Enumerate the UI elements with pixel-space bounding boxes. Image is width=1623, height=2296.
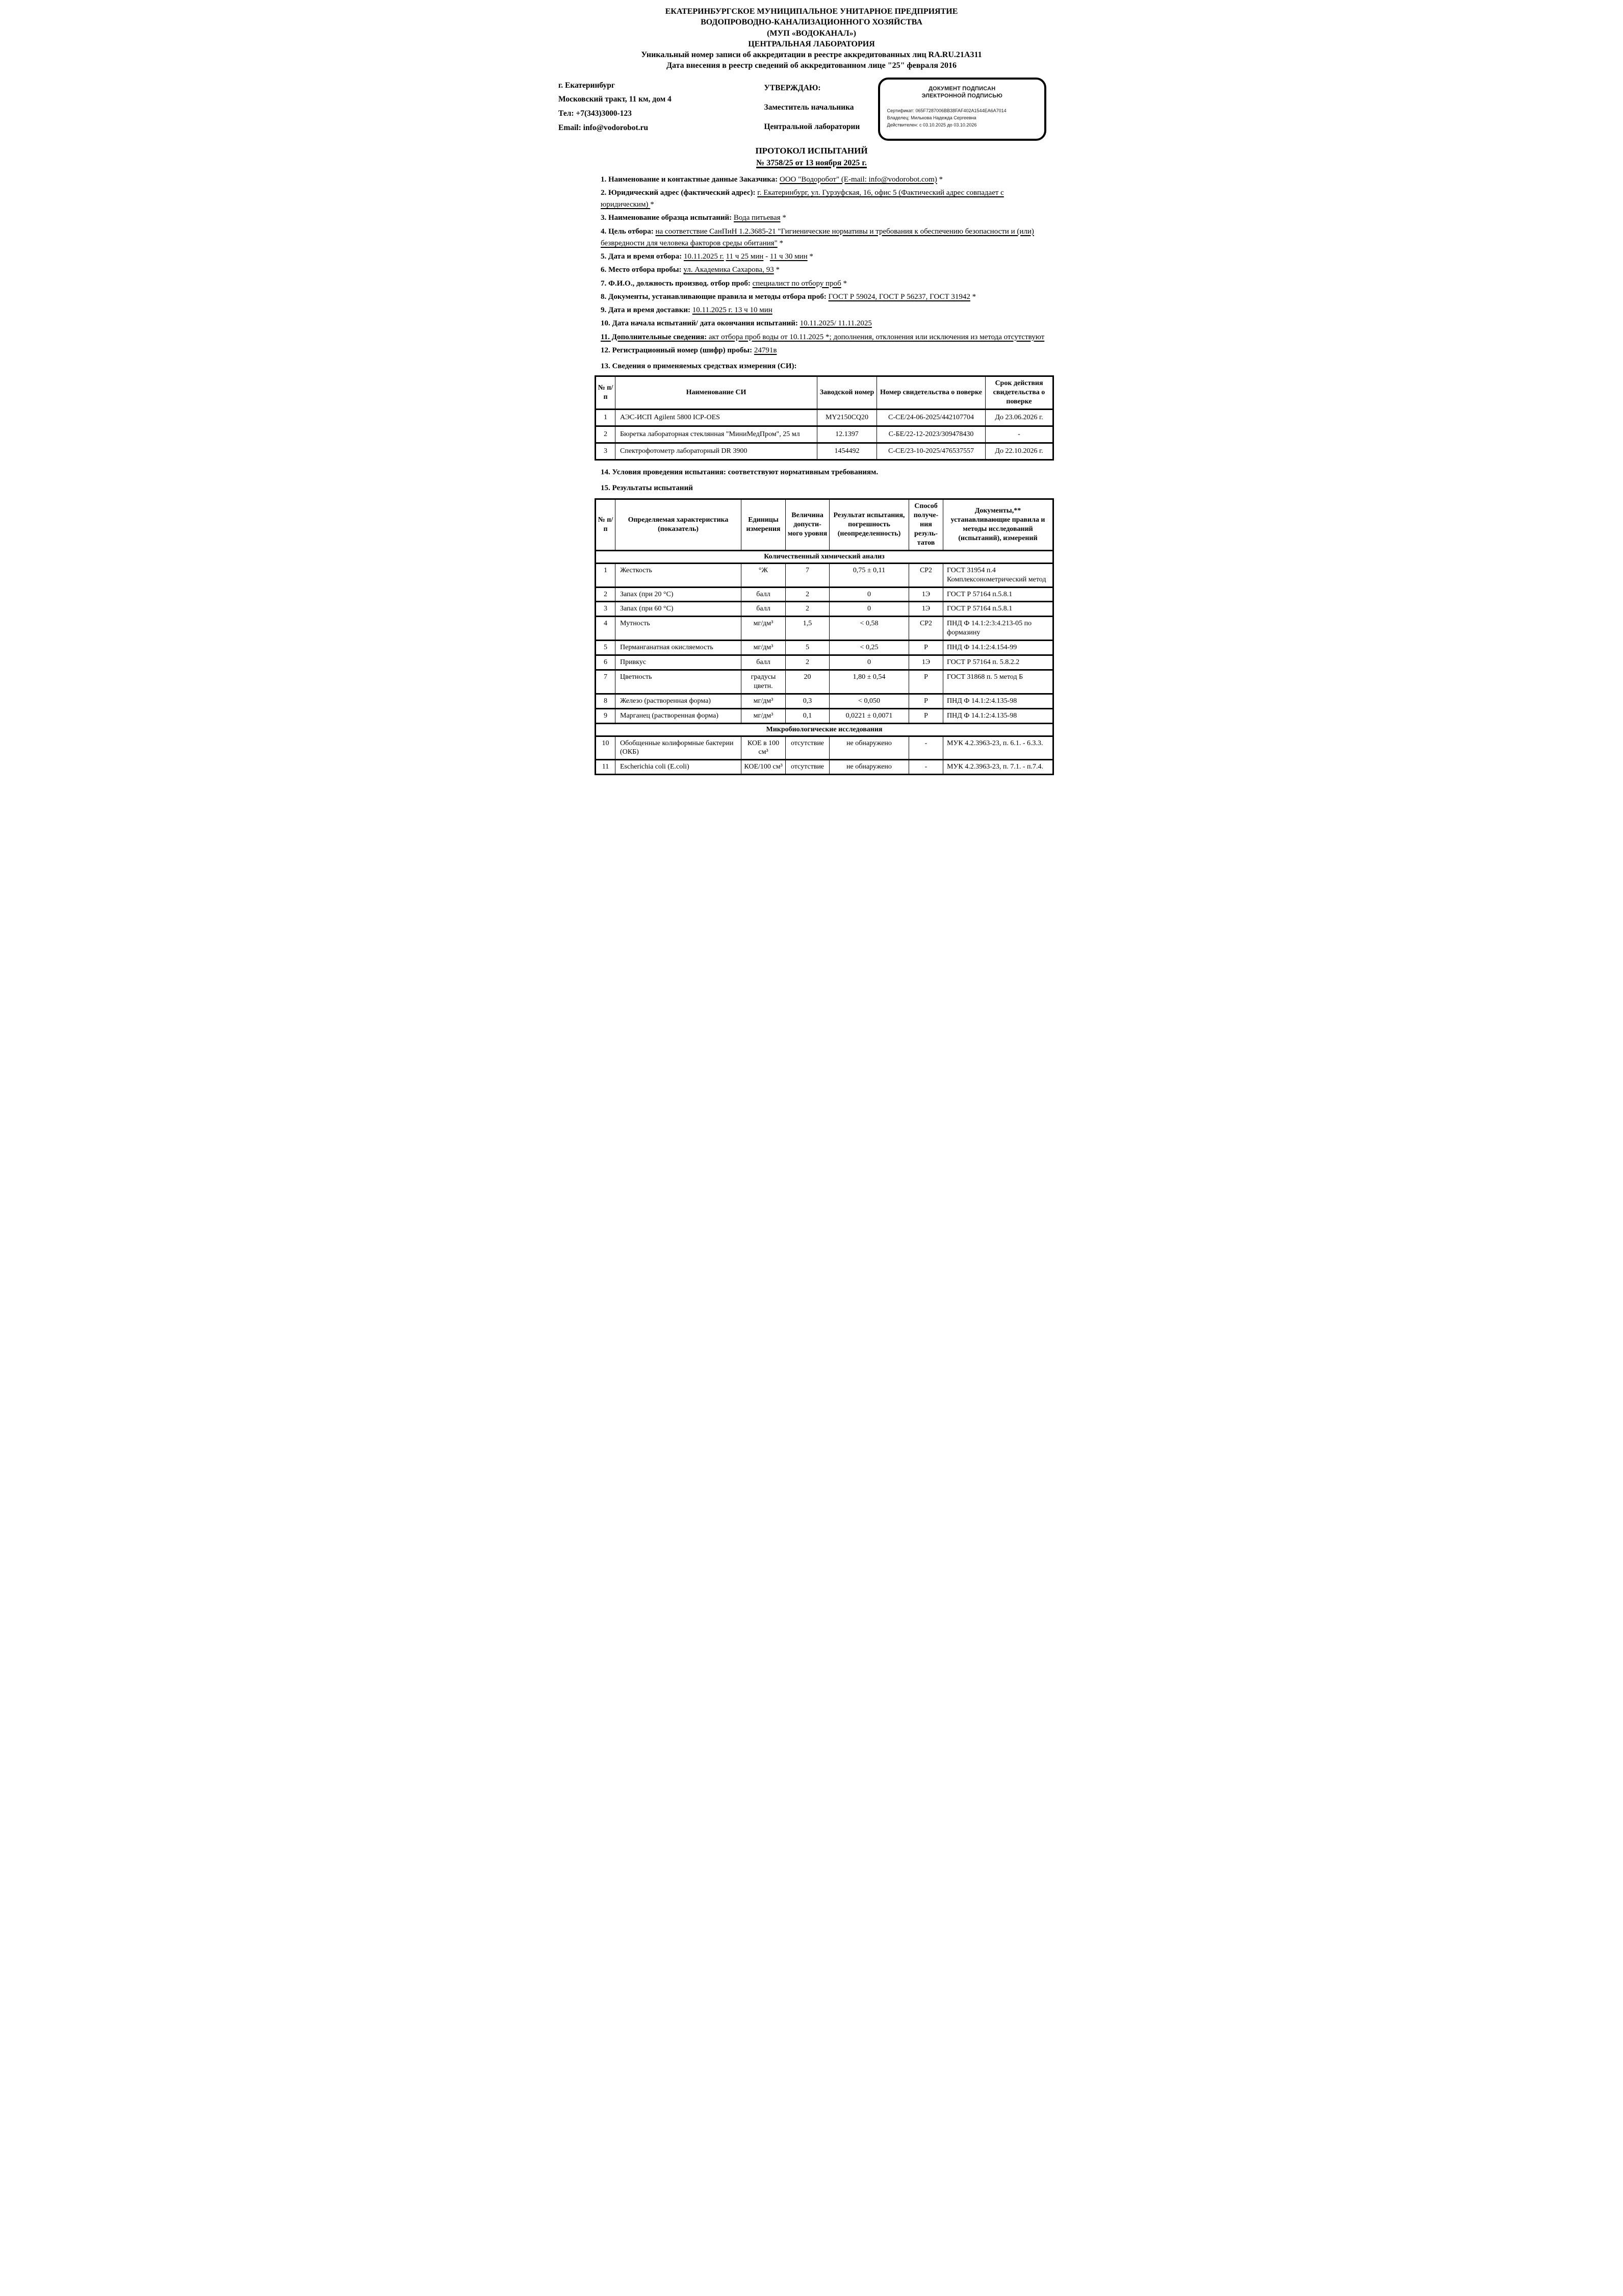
table-cell: 3 (596, 443, 615, 460)
org-name-line3: (МУП «ВОДОКАНАЛ») (767, 29, 856, 38)
column-header: Определяемая характеристика (показатель) (615, 499, 741, 551)
item-text: * (970, 292, 976, 301)
column-header: Заводской номер (817, 376, 877, 410)
contact-phone: Тел: +7(343)3000-123 (558, 109, 632, 118)
table-row (596, 443, 1053, 460)
table-cell: 8 (596, 694, 615, 708)
table-cell: Спектрофотометр лабораторный DR 3900 (615, 443, 817, 460)
table-cell: С-СЕ/23-10-2025/476537557 (877, 443, 986, 460)
approve-row (541, 79, 1082, 141)
numbered-item (601, 278, 1052, 290)
item-label: 15. Результаты испытаний (601, 484, 693, 493)
table-row (596, 655, 1053, 670)
table-cell: 2 (786, 602, 830, 617)
table-cell: ГОСТ 31954 п.4 Комплексонометрический метод (943, 563, 1053, 587)
table-cell: С-БЕ/22-12-2023/309478430 (877, 426, 986, 443)
item-value: 10.11.2025/ 11.11.2025 (800, 319, 872, 328)
table-cell: 0,75 ± 0,11 (830, 563, 909, 587)
table-cell: АЭС-ИСП Agilent 5800 ICP-OES (615, 410, 817, 426)
table-row (596, 602, 1053, 617)
stamp-title-line2: ЭЛЕКТРОННОЙ ПОДПИСЬЮ (921, 93, 1002, 99)
results-table-body (596, 550, 1053, 774)
header-row (596, 499, 1053, 551)
item-label: 2. Юридический адрес (фактический адрес): (601, 188, 758, 197)
item-value: ул. Академика Сахарова, 93 (683, 266, 774, 274)
table-cell: Запах (при 20 °С) (615, 587, 741, 602)
section-title: Микробиологические исследования (596, 723, 1053, 736)
table-cell: 2 (786, 655, 830, 670)
item-text: * (841, 279, 847, 288)
table-cell: 1Э (909, 655, 943, 670)
table-cell: ПНД Ф 14.1:2:3:4.213-05 по формазину (943, 617, 1053, 641)
table-cell: отсутствие (786, 736, 830, 760)
results-table (595, 498, 1054, 775)
column-header: Номер свидетельства о поверке (877, 376, 986, 410)
table-cell: Мутность (615, 617, 741, 641)
column-header: Документы,** устанавливающие правила и методы исследований (испытаний), измерений (943, 499, 1053, 551)
table-cell: Обобщенные колиформные бактерии (ОКБ) (615, 736, 741, 760)
item-value: акт отбора проб воды от 10.11.2025 *; дополнения, отклонения или исключения из метода отсутствуют (708, 333, 1045, 341)
item-label: 10. Дата начала испытаний/ дата окончания испытаний: (601, 319, 800, 328)
numbered-item (601, 345, 1052, 356)
item-label: 1. Наименование и контактные данные Заказчика: (601, 175, 780, 184)
stamp-title (887, 85, 1038, 100)
numbered-item (601, 212, 1052, 224)
table-row (596, 617, 1053, 641)
table-cell: мг/дм³ (741, 617, 786, 641)
item-value: 10.11.2025 г. 13 ч 10 мин (692, 306, 772, 315)
table-cell: балл (741, 602, 786, 617)
stamp-certificate: Сертификат: 065F7287006BB38FAF402A1544EA6A7014 (887, 108, 1007, 114)
item-value: 24791в (754, 346, 777, 354)
table-cell: 1Э (909, 602, 943, 617)
item-value: ГОСТ Р 59024, ГОСТ Р 56237, ГОСТ 31942 (828, 292, 970, 301)
item-value: специалист по отбору проб (752, 279, 841, 288)
table-cell: ПНД Ф 14.1:2:4.135-98 (943, 694, 1053, 708)
numbered-item (601, 251, 1052, 263)
table-cell: ГОСТ Р 57164 п.5.8.1 (943, 602, 1053, 617)
table-cell: Марганец (растворенная форма) (615, 708, 741, 723)
approve-block (764, 79, 878, 137)
table-cell: Бюретка лабораторная стеклянная "МиниМедПром", 25 мл (615, 426, 817, 443)
digital-signature-stamp (878, 78, 1047, 141)
table-cell: ГОСТ Р 57164 п.5.8.1 (943, 587, 1053, 602)
protocol-number: № 3758/25 от 13 ноября 2025 г. (756, 158, 867, 167)
item-label: 14. Условия проведения испытания: соответствуют нормативным требованиям. (601, 468, 879, 476)
numbered-items (595, 174, 1052, 357)
table-cell: До 23.06.2026 г. (986, 410, 1053, 426)
table-cell: КОЕ в 100 см³ (741, 736, 786, 760)
item-text: * (780, 214, 786, 222)
org-name-line1: ЕКАТЕРИНБУРГСКОЕ МУНИЦИПАЛЬНОЕ УНИТАРНОЕ ПРЕДПРИЯТИЕ (665, 7, 958, 16)
table-cell: не обнаружено (830, 736, 909, 760)
si-table-head (596, 376, 1053, 410)
column-header: Результат испытания, погрешность (неопределенность) (830, 499, 909, 551)
table-cell: 0 (830, 655, 909, 670)
column-header: № п/п (596, 376, 615, 410)
table-row (596, 708, 1053, 723)
si-table-body (596, 410, 1053, 460)
table-cell: 1 (596, 410, 615, 426)
registry-date: Дата внесения в реестр сведений об аккредитованном лице "25" февраля 2016 (666, 61, 957, 70)
table-cell: 0 (830, 587, 909, 602)
table-cell: - (909, 760, 943, 775)
table-cell: Цветность (615, 670, 741, 694)
table-cell: 1,80 ± 0,54 (830, 670, 909, 694)
accreditation-number: Уникальный номер записи об аккредитации в реестре аккредитованных лиц RA.RU.21А311 (641, 50, 982, 60)
table-cell: 1,5 (786, 617, 830, 641)
item-15 (601, 482, 1052, 494)
item-text: * (650, 200, 654, 209)
table-cell: мг/дм³ (741, 694, 786, 708)
column-header: № п/п (596, 499, 615, 551)
numbered-item (601, 264, 1052, 276)
si-table (595, 375, 1054, 460)
item-value: г. Екатеринбург, ул. Гурзуфская, 16, офис 5 (Фактический адрес совпадает с юридическим) (601, 188, 1004, 209)
table-cell: 0 (830, 602, 909, 617)
table-cell: 11 (596, 760, 615, 775)
column-header: Срок действия свидетельства о поверке (986, 376, 1053, 410)
stamp-validity: Действителен: с 03.10.2025 до 03.10.2026 (887, 122, 977, 128)
table-cell: 5 (596, 641, 615, 655)
table-cell: Запах (при 60 °С) (615, 602, 741, 617)
table-cell: Р (909, 694, 943, 708)
table-cell: 9 (596, 708, 615, 723)
table-cell: СР2 (909, 563, 943, 587)
table-row (596, 563, 1053, 587)
section-row (596, 723, 1053, 736)
table-cell: 1454492 (817, 443, 877, 460)
table-cell: 12.1397 (817, 426, 877, 443)
item-value: 11 ч 30 мин (769, 252, 808, 261)
section-row (596, 550, 1053, 563)
results-table-head (596, 499, 1053, 551)
item-text: * (807, 252, 813, 261)
item-label: 11. Дополнительные сведения: (601, 333, 709, 341)
table-cell: 1 (596, 563, 615, 587)
table-cell: 20 (786, 670, 830, 694)
table-cell: мг/дм³ (741, 641, 786, 655)
table-cell: - (986, 426, 1053, 443)
column-header: Величина допусти- мого уровня (786, 499, 830, 551)
section-title: Количественный химический анализ (596, 550, 1053, 563)
stamp-owner: Владелец: Милькова Надежда Сергеевна (887, 115, 976, 121)
item-text: * (777, 239, 783, 247)
item-value: 10.11.2025 г. (683, 252, 724, 261)
numbered-item (601, 318, 1052, 329)
protocol-title: ПРОТОКОЛ ИСПЫТАНИЙ (755, 145, 868, 156)
org-name-line4: ЦЕНТРАЛЬНАЯ ЛАБОРАТОРИЯ (748, 39, 875, 48)
column-header: Единицы измерения (741, 499, 786, 551)
item-label: 6. Место отбора пробы: (601, 266, 684, 274)
item-label: 3. Наименование образца испытаний: (601, 214, 734, 222)
numbered-item (601, 226, 1052, 250)
column-header: Наименование СИ (615, 376, 817, 410)
table-row (596, 694, 1053, 708)
approve-line1: УТВЕРЖДАЮ: (764, 83, 821, 92)
table-cell: балл (741, 587, 786, 602)
table-cell: 7 (596, 670, 615, 694)
table-cell: 7 (786, 563, 830, 587)
numbered-item (601, 174, 1052, 186)
approve-line2: Заместитель начальника (764, 103, 854, 112)
table-cell: - (909, 736, 943, 760)
table-row (596, 410, 1053, 426)
table-cell: 2 (596, 426, 615, 443)
contact-email: Email: info@vodorobot.ru (558, 123, 649, 133)
contact-city: г. Екатеринбург (558, 81, 615, 90)
numbered-item (601, 187, 1052, 211)
table-cell: ГОСТ Р 57164 п. 5.8.2.2 (943, 655, 1053, 670)
item-text: - (763, 252, 770, 261)
table-cell: 2 (596, 587, 615, 602)
numbered-item (601, 291, 1052, 303)
item-14 (601, 467, 1052, 478)
item-label: 12. Регистрационный номер (шифр) пробы: (601, 346, 754, 354)
table-cell: Escherichia coli (E.coli) (615, 760, 741, 775)
table-cell: градусы цветн. (741, 670, 786, 694)
table-cell: 2 (786, 587, 830, 602)
numbered-item (601, 331, 1052, 343)
item-value: ООО "Водоробот" (E-mail: info@vodorobot.com) (779, 175, 937, 184)
table-cell: 4 (596, 617, 615, 641)
table-row (596, 426, 1053, 443)
table-cell: МУК 4.2.3963-23, п. 7.1. - п.7.4. (943, 760, 1053, 775)
table-cell: < 0,58 (830, 617, 909, 641)
item-text: * (937, 175, 943, 184)
stamp-details (887, 108, 1038, 129)
document-title (541, 146, 1082, 168)
stamp-title-line1: ДОКУМЕНТ ПОДПИСАН (929, 85, 996, 92)
item-13 (601, 361, 1052, 372)
table-cell: СР2 (909, 617, 943, 641)
table-cell: 6 (596, 655, 615, 670)
table-cell: Р (909, 641, 943, 655)
contacts-block (558, 79, 715, 136)
table-cell: 3 (596, 602, 615, 617)
table-cell: Железо (растворенная форма) (615, 694, 741, 708)
table-cell: С-СЕ/24-06-2025/442107704 (877, 410, 986, 426)
table-cell: мг/дм³ (741, 708, 786, 723)
item-label: 5. Дата и время отбора: (601, 252, 684, 261)
item-text: * (774, 266, 780, 274)
table-cell: 10 (596, 736, 615, 760)
table-row (596, 641, 1053, 655)
table-cell: Р (909, 708, 943, 723)
table-cell: 0,0221 ± 0,0071 (830, 708, 909, 723)
item-label: 7. Ф.И.О., должность производ. отбор проб: (601, 279, 753, 288)
table-cell: °Ж (741, 563, 786, 587)
item-value: Вода питьевая (733, 214, 781, 222)
table-cell: не обнаружено (830, 760, 909, 775)
item-value: 11 ч 25 мин (726, 252, 764, 261)
approve-line3: Центральной лаборатории (764, 122, 860, 131)
table-cell: МУК 4.2.3963-23, п. 6.1. - 6.3.3. (943, 736, 1053, 760)
table-row (596, 670, 1053, 694)
header-row (596, 376, 1053, 410)
table-cell: Привкус (615, 655, 741, 670)
table-cell: 1Э (909, 587, 943, 602)
table-cell: ПНД Ф 14.1:2:4.135-98 (943, 708, 1053, 723)
document-page (541, 0, 1082, 784)
item-label: 4. Цель отбора: (601, 227, 656, 236)
table-row (596, 760, 1053, 775)
table-row (596, 736, 1053, 760)
table-cell: 5 (786, 641, 830, 655)
item-label: 13. Сведения о применяемых средствах измерения (СИ): (601, 362, 797, 371)
table-cell: Перманганатная окисляемость (615, 641, 741, 655)
column-header: Способ получе- ния резуль- татов (909, 499, 943, 551)
table-cell: балл (741, 655, 786, 670)
document-body (541, 168, 1082, 785)
table-row (596, 587, 1053, 602)
table-cell: КОЕ/100 см³ (741, 760, 786, 775)
table-cell: До 22.10.2026 г. (986, 443, 1053, 460)
numbered-item (601, 304, 1052, 316)
table-cell: 0,1 (786, 708, 830, 723)
table-cell: Жесткость (615, 563, 741, 587)
table-cell: < 0,050 (830, 694, 909, 708)
table-cell: < 0,25 (830, 641, 909, 655)
table-cell: 0,3 (786, 694, 830, 708)
contact-address: Московский тракт, 11 км, дом 4 (558, 95, 672, 104)
org-name-line2: ВОДОПРОВОДНО-КАНАЛИЗАЦИОННОГО ХОЗЯЙСТВА (701, 18, 922, 27)
table-cell: отсутствие (786, 760, 830, 775)
item-value: на соответствие СанПиН 1.2.3685-21 "Гигиенические нормативы и требования к обеспечению безопасности и (или) безвредности для человека факторов среды обитания" (601, 227, 1034, 247)
table-cell: Р (909, 670, 943, 694)
org-header (541, 6, 1082, 71)
table-cell: MY2150CQ20 (817, 410, 877, 426)
table-cell: ГОСТ 31868 п. 5 метод Б (943, 670, 1053, 694)
item-label: 8. Документы, устанавливающие правила и методы отбора проб: (601, 292, 829, 301)
table-cell: ПНД Ф 14.1:2:4.154-99 (943, 641, 1053, 655)
item-label: 9. Дата и время доставки: (601, 306, 692, 315)
